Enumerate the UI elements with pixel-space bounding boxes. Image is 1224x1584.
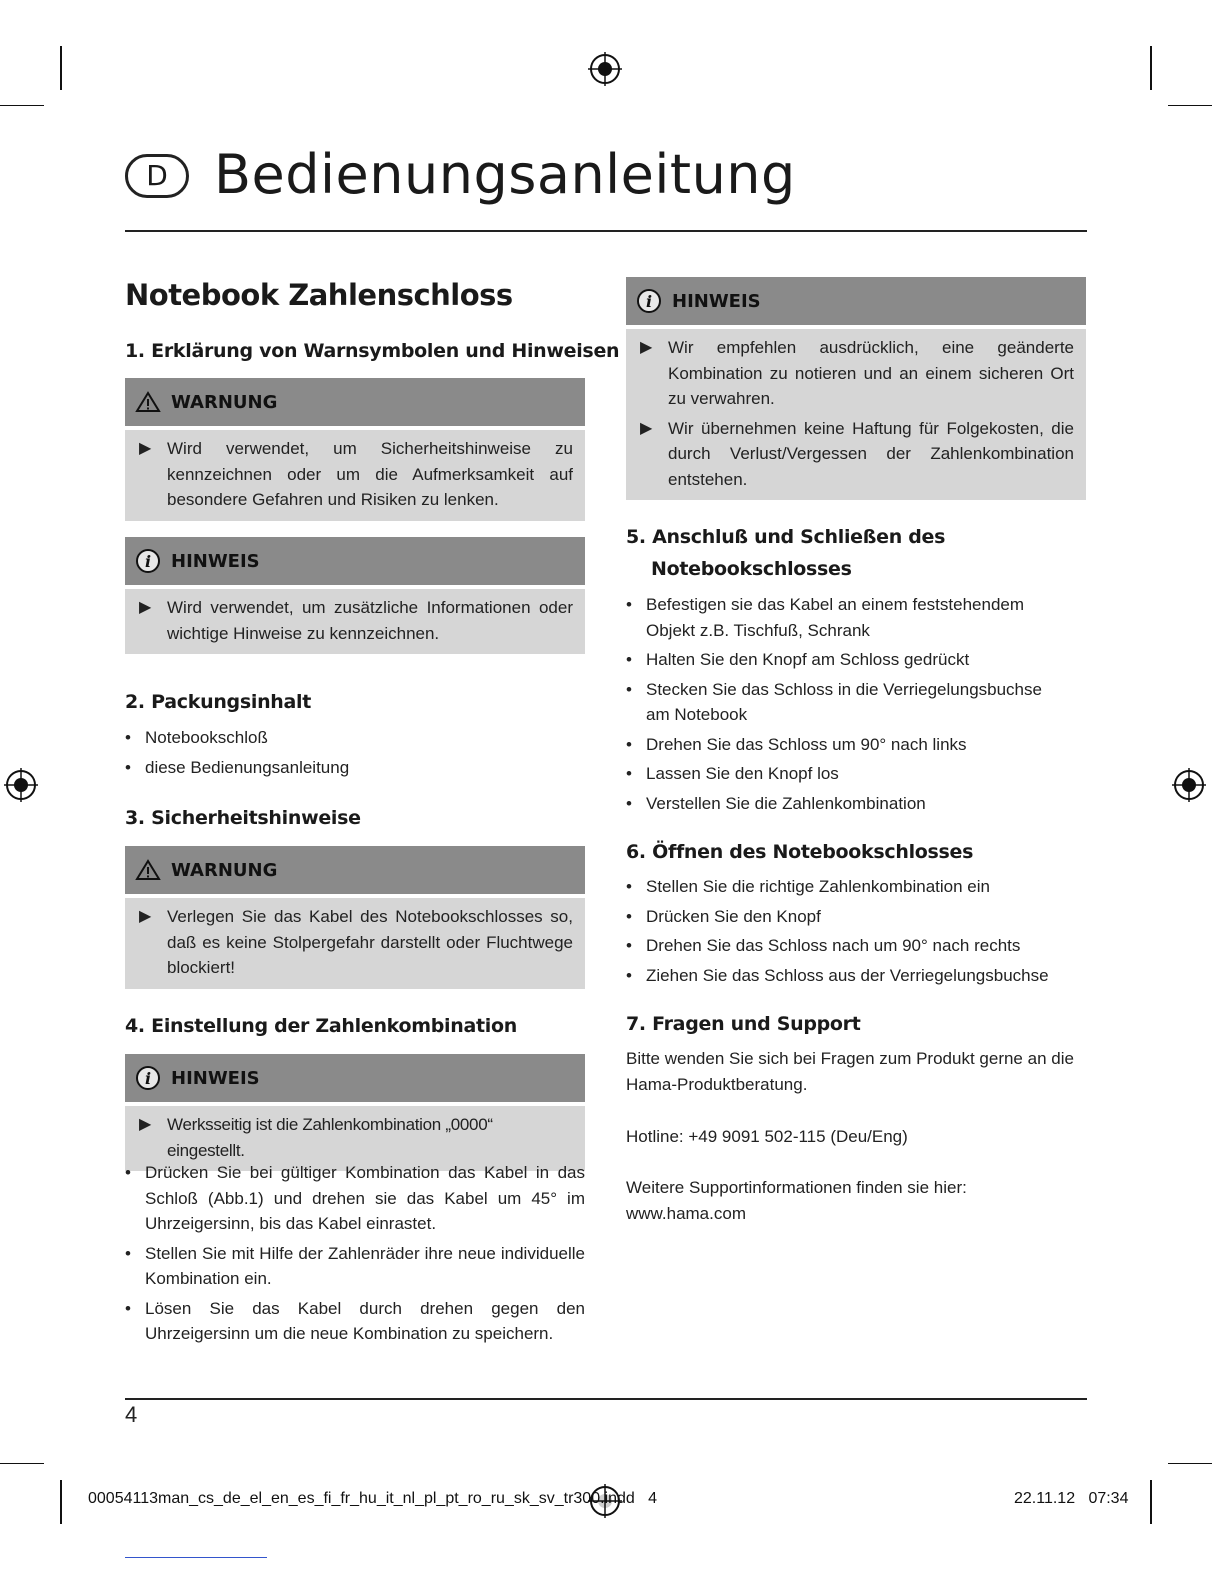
info-icon [135,1065,161,1091]
registration-mark-icon [1172,768,1206,802]
slug-timestamp: 22.11.12 07:34 [1014,1490,1129,1507]
note-label: HINWEIS [672,290,761,312]
note-box-header [125,537,585,585]
warning-label: WARNUNG [171,859,278,881]
warning-triangle-icon [135,391,161,413]
list-item: • Befestigen sie das Kabel an einem feststehendem Objekt z.B. Tischfuß, Schrank [626,595,1025,640]
package-contents-list [125,725,585,784]
svg-text:i: i [645,292,653,311]
language-badge: D [125,154,189,198]
note-item: ▶ Werksseitig ist die Zahlenkombination „0000“ eingestellt. [139,1112,573,1163]
list-item: • Stellen Sie mit Hilfe der Zahlenräder ihre neue individuelle Kombination ein. [125,1243,585,1288]
section-heading-3: 3. Sicherheitshinweise [125,807,361,829]
bottom-link-underline [125,1557,267,1558]
crop-mark [1168,105,1212,106]
note-box-body [125,589,585,654]
crop-mark [60,46,62,90]
support-url-link[interactable]: www.hama.com [626,1204,746,1223]
list-item: • Ziehen Sie das Schloss aus der Verriegelungsbuchse [626,965,1049,985]
note-box-header [125,1054,585,1102]
footer-rule [125,1398,1087,1400]
info-icon [135,548,161,574]
arrow-right-icon: ▶ [640,339,653,356]
info-icon [636,288,662,314]
note-label: HINWEIS [171,550,260,572]
support-intro: Bitte wenden Sie sich bei Fragen zum Produkt gerne an die Hama-Produktberatung. [626,1049,1074,1094]
svg-text:i: i [144,552,152,571]
note-box [125,537,585,654]
warning-box-body [125,430,585,521]
warning-label: WARNUNG [171,391,278,413]
list-item: • Drehen Sie das Schloss nach um 90° nach rechts [626,936,1021,955]
list-item: • Lassen Sie den Knopf los [626,764,839,783]
list-item: • Lösen Sie das Kabel durch drehen gegen den Uhrzeigersinn um die neue Kombination zu speichern. [125,1298,585,1343]
section-heading-7: 7. Fragen und Support [626,1013,861,1035]
note-box-header [626,277,1086,325]
arrow-right-icon: ▶ [139,1116,152,1133]
warning-triangle-icon [135,859,161,881]
registration-mark-icon [4,768,38,802]
registration-mark-icon [588,1484,622,1518]
crop-mark [60,1480,62,1524]
header-rule [125,230,1087,232]
svg-text:i: i [144,1069,152,1088]
list-item: • Drehen Sie das Schloss um 90° nach links [626,734,967,754]
arrow-right-icon: ▶ [139,908,152,925]
arrow-right-icon: ▶ [139,440,152,457]
page-title: Bedienungsanleitung [214,143,796,206]
connect-steps-list [626,592,1046,820]
support-hotline: Hotline: +49 9091 502-115 (Deu/Eng) [626,1127,908,1146]
list-item: • Notebookschloß [125,728,268,747]
warning-box-body [125,898,585,989]
note-box-body [626,329,1086,500]
registration-mark-icon [588,52,622,86]
section-heading-2: 2. Packungsinhalt [125,691,312,713]
combination-steps-list [125,1160,585,1351]
page-number: 4 [125,1402,138,1427]
section-heading-4: 4. Einstellung der Zahlenkombination [125,1015,517,1037]
warning-box-header [125,378,585,426]
crop-mark [0,1463,44,1464]
section-heading-5: 5. Anschluß und Schließen des Notebookschlosses [626,526,946,580]
note-box [125,1054,585,1171]
warning-item: ▶ Verlegen Sie das Kabel des Notebookschlosses so, daß es keine Stolpergefahr darstellt oder Fluchtwege blockiert! [139,904,573,981]
warning-box [125,846,585,989]
crop-mark [0,105,44,106]
list-item: • Stecken Sie das Schloss in die Verriegelungsbuchse am Notebook [626,679,1042,724]
crop-mark [1150,46,1152,90]
list-item: • Halten Sie den Knopf am Schloss gedrückt [626,650,970,669]
note-item: ▶ Wird verwendet, um zusätzliche Informationen oder wichtige Hinweise zu kennzeichnen. [139,595,573,646]
section-heading-1: 1. Erklärung von Warnsymbolen und Hinweisen [125,340,620,362]
list-item: • diese Bedienungsanleitung [125,757,350,777]
list-item: • Drücken Sie den Knopf [626,906,821,926]
list-item: • Verstellen Sie die Zahlenkombination [626,793,926,813]
product-title: Notebook Zahlenschloss [125,278,513,312]
warning-box [125,378,585,521]
slug-file-name: 00054113man_cs_de_el_en_es_fi_fr_hu_it_nl_pl_pt_ro_ru_sk_sv_tr300.indd 4 [88,1490,658,1507]
support-more-info: Weitere Supportinformationen finden sie hier: [626,1178,967,1197]
crop-mark [1168,1463,1212,1464]
list-item: • Stellen Sie die richtige Zahlenkombination ein [626,877,990,896]
note-box [626,277,1086,500]
warning-item: ▶ Wird verwendet, um Sicherheitshinweise zu kennzeichnen oder um die Aufmerksamkeit auf besondere Gefahren und Risiken zu lenken. [139,436,573,513]
note-item: ▶ Wir empfehlen ausdrücklich, eine geänderte Kombination zu notieren und an einem sicheren Ort zu verwahren. [640,335,1074,412]
section-heading-6: 6. Öffnen des Notebookschlosses [626,841,974,863]
crop-mark [1150,1480,1152,1524]
list-item: • Drücken Sie bei gültiger Kombination das Kabel in das Schloß (Abb.1) und drehen sie das Kabel um 45° im Uhrzeigersinn, bis das Kabel einrastet. [125,1163,585,1233]
note-item: ▶ Wir übernehmen keine Haftung für Folgekosten, die durch Verlust/Vergessen der Zahlenkombination entstehen. [640,416,1074,493]
open-steps-list [626,874,1086,992]
note-label: HINWEIS [171,1067,260,1089]
arrow-right-icon: ▶ [640,419,653,437]
arrow-right-icon: ▶ [139,599,152,616]
warning-box-header [125,846,585,894]
